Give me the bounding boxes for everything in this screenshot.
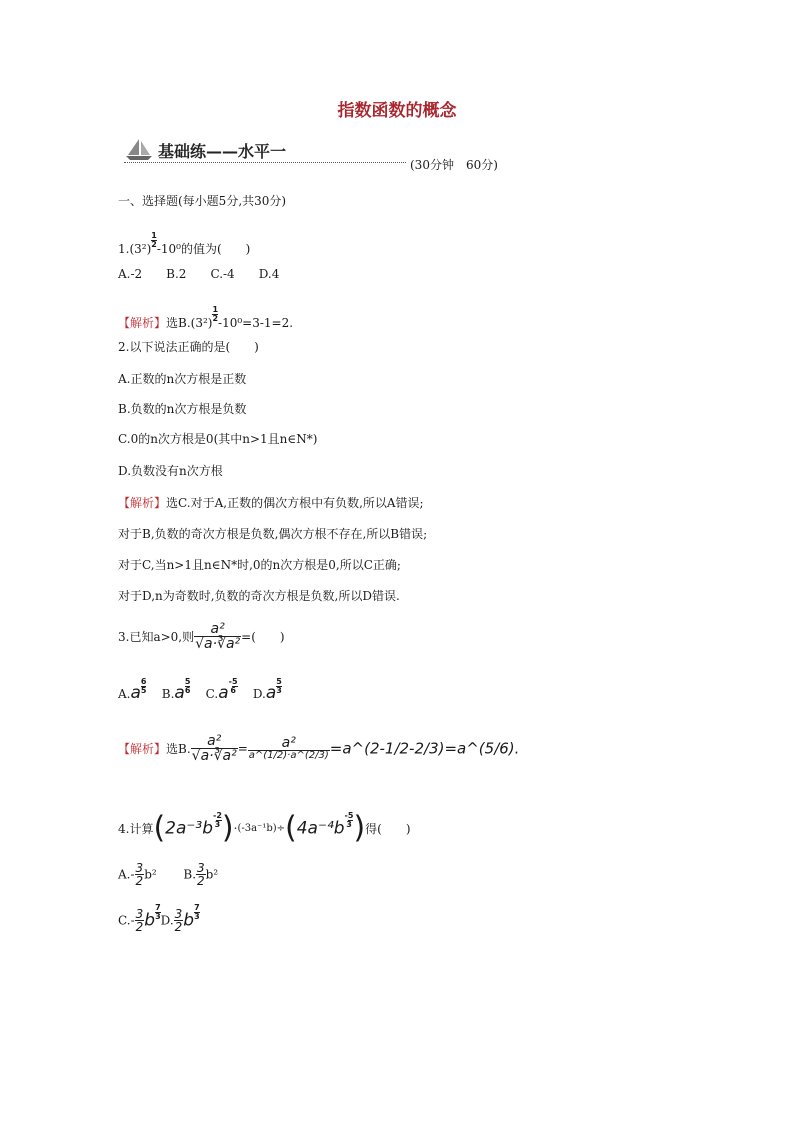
page-title: 指数函数的概念 [337,101,457,121]
section-time: (30分钟 60分) [410,158,498,172]
question-4-options-cd: C.- $\frac{3}{2}$ b $\frac{7}{3}$ D. $\frac{3}{2}$ b $\frac{7}{3}$ [118,903,200,934]
question-1-stem: 1.(3²) $\frac{1}{2}$ -10⁰的值为( ) [118,231,251,256]
question-1-options: A.-2 B.2 C.-4 D.4 [118,267,280,281]
part-heading: 一、选择题(每小题5分,共30分) [118,194,287,208]
question-1-solution: 【解析】选B.(3²) $\frac{1}{2}$ -10⁰=3-1=2. [118,305,294,330]
question-3-options: A.a $\frac{6}{5}$ B.a $\frac{5}{6}$ C.a-5 6 D.a $\frac{5}{3}$ [118,677,282,703]
question-4-options-ab: A.- $\frac{3}{2}$ b² B. $\frac{3}{2}$ b² [118,861,219,888]
question-2-option-c: C.0的n次方根是0(其中n>1且n∈N*) [118,432,318,446]
question-2-solution-2: 对于B,负数的奇次方根是负数,偶次方根不存在,所以B错误; [118,527,428,541]
section-divider [124,162,406,163]
question-2-option-a: A.正数的n次方根是正数 [118,372,247,386]
question-2-solution-4: 对于D,n为奇数时,负数的奇次方根是负数,所以D错误. [118,589,400,603]
question-2-option-d: D.负数没有n次方根 [118,464,223,478]
question-2-stem: 2.以下说法正确的是( ) [118,340,259,354]
question-4-stem: 4.计算(2a⁻³b-2 3 )·(-3a⁻¹b)÷(4a⁻⁴b-5 3 )得( ) [118,810,411,846]
question-2-solution-1: 【解析】选C.对于A,正数的偶次方根中有负数,所以A错误; [118,496,424,510]
question-3-solution: 【解析】选B. $\frac{\text{a²}}{\text{√a·∛a²}}$ = $\frac{\text{a²}}{a\^{}(1/2)\cdot a\^{}(2/3)}$ =a^(2-1/2-2/3)=a^(5/6). [118,733,520,764]
section-title: 基础练——水平一 [158,142,287,161]
question-2-option-b: B.负数的n次方根是负数 [118,402,247,416]
sailboat-icon [124,137,154,161]
question-2-solution-3: 对于C,当n>1且n∈N*时,0的n次方根是0,所以C正确; [118,558,401,572]
question-3-stem: 3.已知a>0,则 $\frac{\text{a²}}{\text{√a·∛a²}}$ =( ) [118,621,285,652]
